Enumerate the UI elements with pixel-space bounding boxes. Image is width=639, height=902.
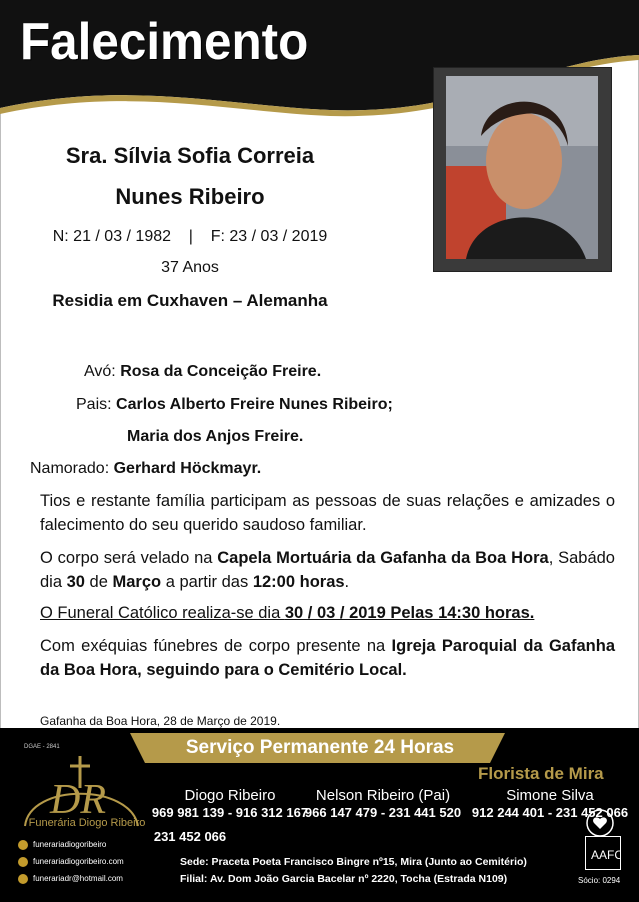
deceased-name-line1: Sra. Sílvia Sofia Correia bbox=[65, 143, 315, 168]
portrait-photo bbox=[446, 76, 598, 259]
email-icon bbox=[18, 874, 28, 884]
relative-mae bbox=[127, 428, 303, 446]
mae-name: Maria dos Anjos Freire. bbox=[127, 428, 304, 445]
address-filial: Filial: Av. Dom João Garcia Bacelar nº 2220, Tocha (Estrada N109) bbox=[180, 873, 508, 885]
avo-name: Rosa da Conceição Freire. bbox=[120, 363, 322, 380]
contact-simone-name: Simone Silva bbox=[506, 787, 594, 804]
portrait-frame bbox=[433, 67, 612, 272]
socio-number: Sócio: 0294 bbox=[578, 876, 621, 885]
service-band-text: Serviço Permanente 24 Horas bbox=[185, 737, 455, 758]
address-sede: Sede: Praceta Poeta Francisco Bingre nº15, Mira (Junto ao Cemitério) bbox=[180, 856, 527, 868]
pai-name: Carlos Alberto Freire Nunes Ribeiro; bbox=[116, 396, 393, 413]
relative-avo bbox=[84, 363, 321, 381]
birth-death-dates: N: 21 / 03 / 1982 | F: 23 / 03 / 2019 bbox=[52, 228, 328, 245]
social-facebook[interactable]: funerariadiogoribeiro bbox=[18, 840, 106, 850]
contact-nelson-name: Nelson Ribeiro (Pai) bbox=[315, 787, 451, 804]
relative-namorado bbox=[30, 460, 261, 478]
contact-nelson-phones: 966 147 479 - 231 441 520 bbox=[304, 805, 462, 820]
announcement-paragraph-2: O corpo será velado na Capela Mortuária da Gafanha da Boa Hora, Sabádo dia 30 de Março a partir das 12:00 horas. bbox=[40, 549, 615, 591]
namorado-name: Gerhard Höckmayr. bbox=[113, 460, 262, 477]
svg-text:AAFC: AAFC bbox=[591, 848, 620, 862]
heart-icon bbox=[584, 808, 616, 838]
florista-label: Florista de Mira bbox=[478, 764, 604, 783]
contact-nelson bbox=[303, 787, 463, 821]
logo-subtitle: Funerária Diogo Ribeiro bbox=[28, 817, 146, 829]
contact-diogo-phones: 969 981 139 - 916 312 167 bbox=[151, 805, 309, 820]
aafc-logo-icon bbox=[585, 836, 621, 870]
announcement-paragraph-1: Tios e restante família participam as pessoas de suas relações e amizades o falecimento do seu querido saudoso familiar. bbox=[40, 492, 615, 534]
dgae-code: DGAE - 2841 bbox=[24, 744, 60, 750]
contact-diogo-name: Diogo Ribeiro bbox=[184, 787, 276, 804]
announcement-paragraph-3: O Funeral Católico realiza-se dia 30 / 03 / 2019 Pelas 14:30 horas. bbox=[40, 604, 535, 622]
pais-label: Pais: bbox=[76, 396, 112, 413]
relative-pais bbox=[76, 396, 393, 414]
contact-simone-phones: 912 244 401 - 231 452 066 bbox=[471, 805, 629, 820]
social-email[interactable]: funerariadr@hotmail.com bbox=[18, 874, 123, 884]
social-website[interactable]: funerariadiogoribeiro.com bbox=[18, 857, 124, 867]
namorado-label: Namorado: bbox=[30, 460, 110, 477]
deceased-name-line2: Nunes Ribeiro bbox=[115, 184, 265, 209]
place-date: Gafanha da Boa Hora, 28 de Março de 2019. bbox=[40, 714, 281, 728]
logo-dr: DR bbox=[50, 777, 106, 823]
globe-icon bbox=[18, 857, 28, 867]
facebook-icon bbox=[18, 840, 28, 850]
avo-label: Avó: bbox=[84, 363, 116, 380]
age: 37 Anos bbox=[161, 259, 219, 276]
contact-diogo-landline: 231 452 066 bbox=[153, 829, 227, 844]
residence: Residia em Cuxhaven – Alemanha bbox=[52, 291, 328, 310]
announcement-paragraph-4: Com exéquias fúnebres de corpo presente na Igreja Paroquial da Gafanha da Boa Hora, seguindo para o Cemitério Local. bbox=[40, 637, 615, 679]
page-title: Falecimento bbox=[20, 13, 309, 71]
contact-diogo bbox=[150, 787, 310, 821]
